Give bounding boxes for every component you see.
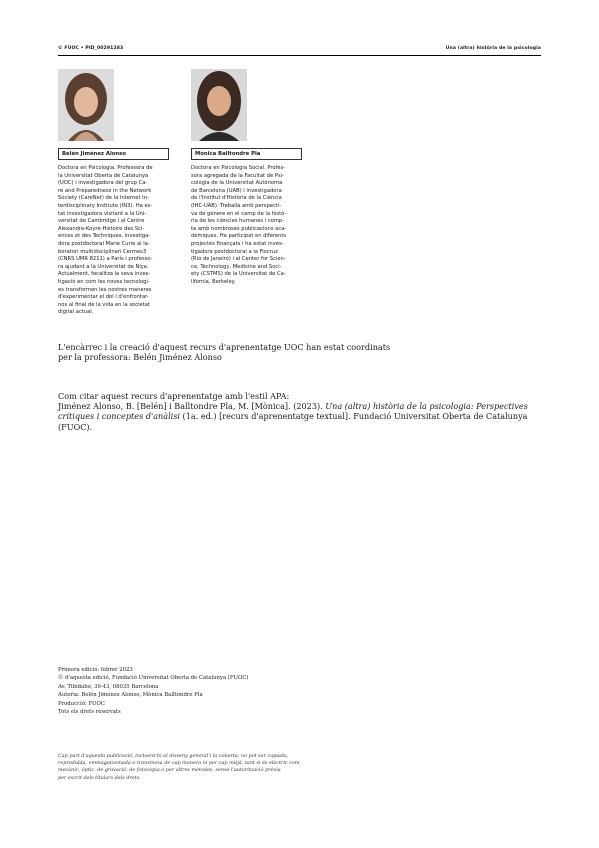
- bio-line: digital actual.: [58, 309, 94, 316]
- legal-line: mecànic, òptic, de gravació, de fotocòpia o per altres mètodes, sense l'autorització prèvia: [58, 767, 281, 774]
- citation-line-3: (FUOC).: [58, 421, 93, 432]
- citation-title-part-1: Una (altra) història de la psicologia: Perspectives: [325, 401, 528, 412]
- author-photo-jimenez: [58, 69, 114, 141]
- bio-line: Alexandre-Koyré-Histoire des Sci-: [58, 225, 145, 232]
- legal-line: Cap part d'aquesta publicació, incloent-hi el disseny general i la coberta, no pot ser copiada,: [58, 753, 289, 759]
- bio-line: ta amb nombroses publicacions aca-: [191, 225, 287, 232]
- citation-line-2: [58, 411, 528, 421]
- author-bio-jimenez: [58, 165, 170, 317]
- legal-notice: [58, 753, 300, 782]
- bio-line: projectes finançats i ha estat inves-: [191, 240, 284, 247]
- bio-line: (UOC) i investigadora del grup Ca-: [58, 180, 148, 187]
- bio-line: la Universitat Oberta de Catalunya: [58, 172, 149, 179]
- citation-authors: Jiménez Alonso, B. [Belén] i Balltondre Pla, M. [Mònica]. (2023).: [58, 401, 326, 412]
- bio-line: terdisciplinary Institute (IN3). Ha es-: [58, 202, 153, 209]
- imprint-line: Autoria: Belén Jiménez Alonso, Mònica Balltondre Pla: [58, 692, 203, 699]
- author-name-balltondre: Mònica Balltondre Pla: [191, 148, 302, 160]
- bio-line: dèmiques. Ha participat en diferents: [191, 233, 287, 240]
- author-portrait-balltondre: [191, 69, 247, 141]
- citation-block: [58, 391, 528, 432]
- legal-line: reproduïda, emmagatzemada o transmesa de cap manera ni per cap mitjà, tant si és elèctric com: [58, 760, 300, 767]
- bio-line: tigació en com les noves tecnologi-: [58, 278, 150, 285]
- imprint-line: Av. Tibidabo, 39-43, 08035 Barcelona: [58, 683, 159, 690]
- bio-line: Doctora en Psicologia Social. Profes-: [191, 165, 286, 171]
- bio-line: (Rio de Janeiro) i al Center for Scien-: [191, 256, 286, 263]
- imprint-line: © d'aquesta edició, Fundació Universitat Oberta de Catalunya (FUOC): [58, 675, 249, 682]
- author-photo-balltondre: [191, 69, 247, 141]
- bio-line: de l'Institut d'Història de la Ciència: [191, 195, 282, 202]
- bio-line: ce, Technology, Medicine and Soci-: [191, 263, 282, 270]
- header-doc-id: © FUOC • PID_00291283: [58, 46, 124, 51]
- citation-heading: Com citar aquest recurs d'aprenentatge amb l'estil APA:: [58, 391, 290, 401]
- bio-line: re and Preparedness in the Network: [58, 187, 152, 194]
- bio-line: Society (CareNet) de la Internet In-: [58, 195, 149, 202]
- bio-line: cologia de la Universitat Autònoma: [191, 180, 283, 187]
- imprint-line: Tots els drets reservats: [58, 709, 121, 716]
- header-book-title: Una (altra) història de la psicologia: [445, 46, 541, 51]
- bio-line: ences et des Techniques, investiga-: [58, 233, 151, 240]
- bio-line: boratori multidisciplinari Cermes3: [58, 248, 147, 255]
- bio-line: sora agregada de la Facultat de Psi-: [191, 172, 284, 179]
- author-name-jimenez: Belén Jiménez Alonso: [58, 148, 169, 160]
- bio-line: ria de les ciències humanes i comp-: [191, 218, 285, 225]
- coordination-line: per la professora: Belén Jiménez Alonso: [58, 352, 222, 363]
- bio-line: va de gènere en el camp de la histò-: [191, 210, 287, 217]
- author-portrait-jimenez: [58, 69, 114, 141]
- bio-line: versitat de Cambridge i al Centre: [58, 218, 145, 225]
- imprint-block: [58, 666, 248, 716]
- bio-line: lifòrnia, Berkeley.: [191, 278, 236, 285]
- imprint-line: Primera edició: febrer 2023: [58, 667, 133, 673]
- bio-line: Doctora en Psicologia. Professora de: [58, 165, 153, 171]
- citation-edition-publisher: (1a. ed.) [recurs d'aprenentatge textual]. Fundació Universitat Oberta de Catalunya: [179, 411, 528, 422]
- bio-line: tigadora postdoctoral a la Fiocruz: [191, 248, 278, 255]
- bio-line: dora postdoctoral Marie Curie al la-: [58, 240, 150, 247]
- legal-line: per escrit dels titulars dels drets.: [58, 774, 141, 781]
- bio-line: ra ajudant a la Universitat de Niça.: [58, 263, 149, 270]
- citation-title-part-2: crítiques i conceptes d'anàlisi: [58, 411, 180, 422]
- bio-line: tat investigadora visitant a la Uni-: [58, 210, 147, 217]
- header-rule: [58, 55, 541, 56]
- bio-line: Actualment, focalitza la seva inves-: [58, 271, 151, 278]
- author-bio-balltondre: [191, 165, 303, 287]
- bio-line: (IHC-UAB). Treballa amb perspecti-: [191, 202, 282, 209]
- bio-line: nos al final de la vida en la societat: [58, 301, 150, 308]
- bio-line: (CNRS UMR 8211) a París i professo-: [58, 256, 153, 263]
- bio-line: es transformen les nostres maneres: [58, 286, 152, 293]
- coordination-line: L'encàrrec i la creació d'aquest recurs d'aprenentatge UOC han estat coordinats: [58, 342, 391, 352]
- bio-line: ety (CSTMS) de la Universitat de Ca-: [191, 271, 286, 278]
- citation-line-1: [58, 401, 528, 411]
- bio-line: d'experimentar el dol i d'enfrontar-: [58, 294, 149, 301]
- imprint-line: Producció: FUOC: [58, 700, 105, 707]
- bio-line: de Barcelona (UAB) i investigadora: [191, 187, 282, 194]
- coordination-statement: [58, 342, 390, 362]
